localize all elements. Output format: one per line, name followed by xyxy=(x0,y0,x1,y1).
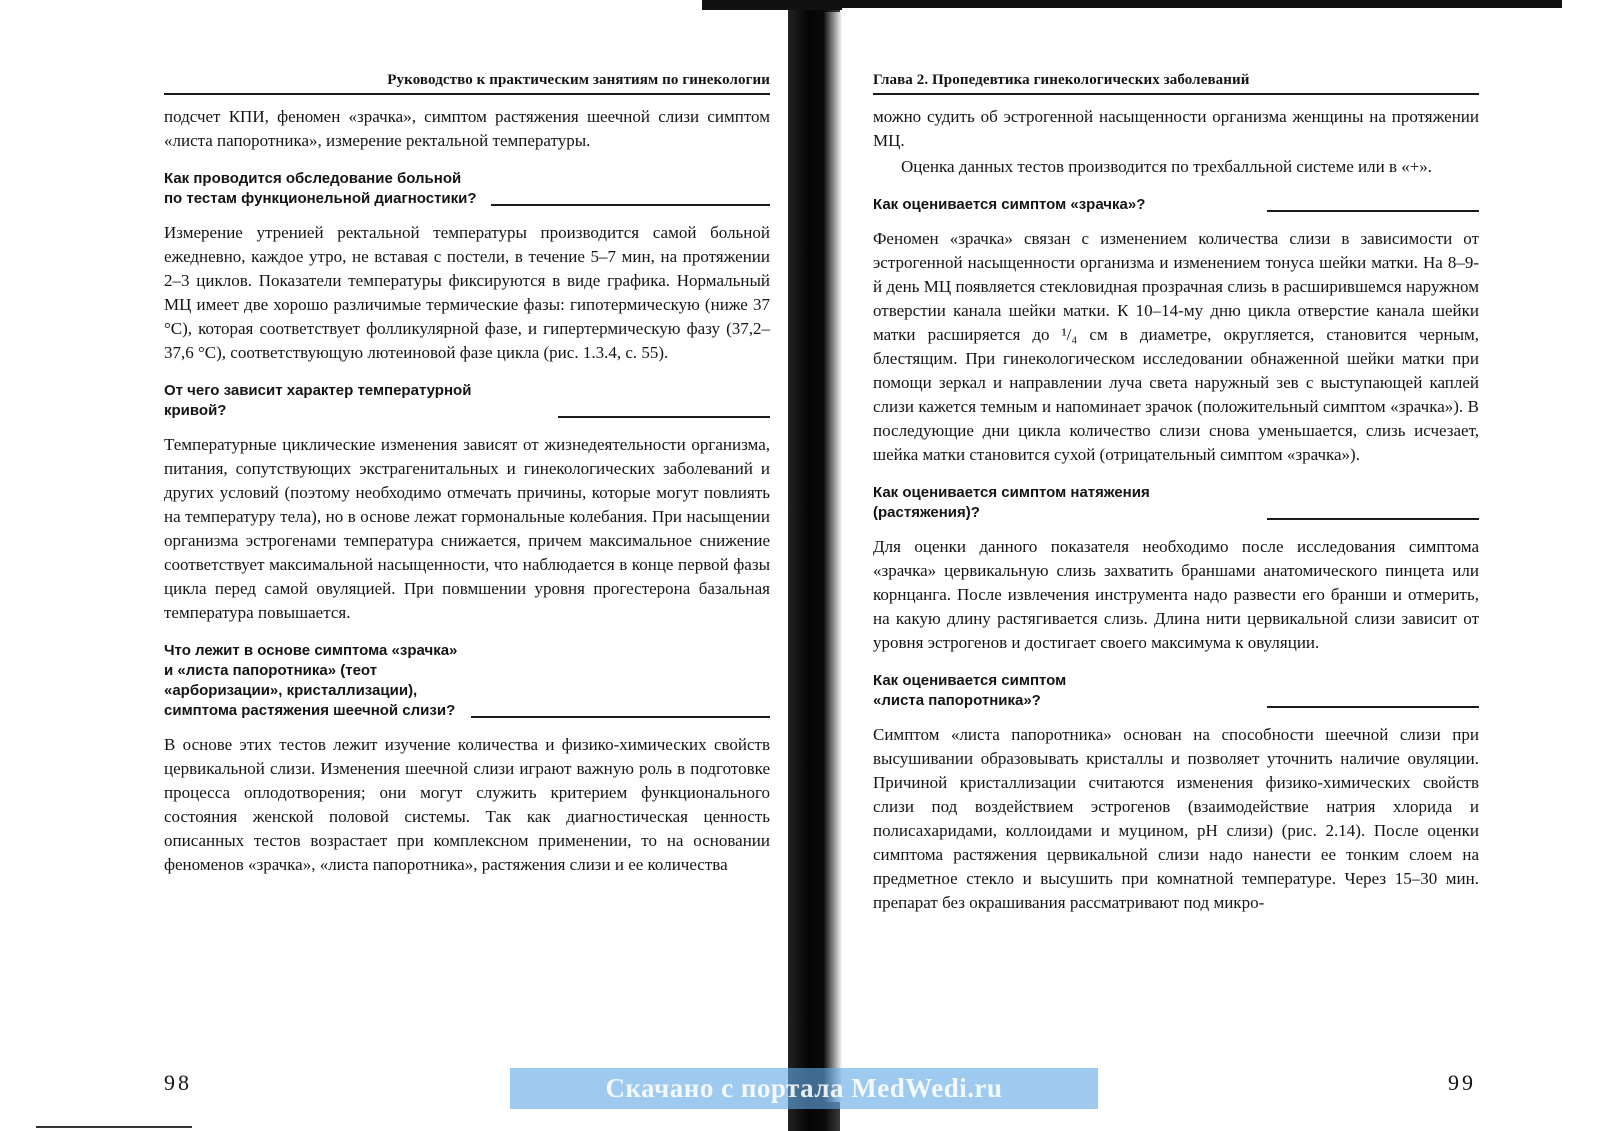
right-question-1 xyxy=(873,195,1479,215)
page-bottom-edge-mark xyxy=(36,1126,192,1128)
left-running-head: Руководство к практическим занятиям по гинекологии xyxy=(164,72,770,95)
left-page-number: 98 xyxy=(164,1070,192,1095)
question-heading: От чего зависит характер температурной кривой? xyxy=(164,382,472,419)
right-intro-paragraph: можно судить об эстрогенной насыщенности организма женщины на протяжении МЦ. xyxy=(873,107,1479,150)
right-page xyxy=(873,72,1479,931)
question-heading: Как оценивается симптом натяжения (растяжения)? xyxy=(873,484,1150,521)
right-question-2 xyxy=(873,483,1479,523)
right-answer-3: Симптом «листа папоротника» основан на способности шеечной слизи при высушивании образовывать кристаллы и позволяет уточнить наличие овуляции. Причиной кристаллизации считаются изменения физико-химических свойств слизи под воздействием эстрогенов (взаимодействие натрия хлорида и полисахаридами, коллоидами и муцином, pH слизи) (рис. 2.14). После оценки симптома растяжения цервикальной слизи надо нанести ее тонким слоем на предметное стекло и высушить при комнатной температуре. Через 15–30 мин. препарат без окрашивания рассматривают под микро- xyxy=(873,725,1479,912)
question-rule xyxy=(1267,518,1479,520)
question-rule xyxy=(491,204,770,206)
right-page-number: 99 xyxy=(1448,1070,1476,1095)
question-rule xyxy=(1267,210,1479,212)
question-rule xyxy=(471,716,770,718)
left-page xyxy=(164,72,770,893)
left-question-3 xyxy=(164,641,770,721)
right-intro-paragraph-2: Оценка данных тестов производится по трехбалльной системе или в «+». xyxy=(901,157,1433,176)
question-heading: Как проводится обследование больной по тестам функционельной диагностики? xyxy=(164,170,477,207)
left-answer-3: В основе этих тестов лежит изучение количества и физико-химических свойств цервикальной слизи. Изменения шеечной слизи играют важную роль в подготовке процесса оплодотворения; они могут служить критерием функционального состояния женской половой системы. Так как диагностическая ценность описанных тестов возрастает при комплексном применении, то на основании феноменов «зрачка», «листа папоротника», растяжения слизи и ее количества xyxy=(164,735,770,874)
left-answer-1: Измерение утренией ректальной температуры производится самой больной ежедневно, каждое утро, не вставая с постели, в течение 5–7 мин, на протяжении 2–3 циклов. Показатели температуры фиксируются в виде графика. Нормальный МЦ имеет две хорошо различимые термические фазы: гипотермическую (ниже 37 °С), которая соответствует фолликулярной фазе, и гипертермическую фазу (37,2–37,6 °С), соответствующую лютеиновой фазе цикла (рис. 1.3.4, с. 55). xyxy=(164,223,770,362)
gutter-fold-shadow xyxy=(824,12,842,1102)
right-running-head: Глава 2. Пропедевтика гинекологических заболеваний xyxy=(873,72,1479,95)
portal-watermark-banner: Скачано с портала MedWedi.ru xyxy=(510,1068,1098,1109)
page-top-edge-gap xyxy=(842,8,1562,14)
question-rule xyxy=(558,416,770,418)
question-heading: Как оценивается симптом «листа папоротника»? xyxy=(873,672,1067,709)
left-answer-2: Температурные циклические изменения зависят от жизнедеятельности организма, питания, сопутствующих экстрагенитальных и гинекологических заболеваний и других условий (поэтому необходимо отмечать причины, которые могут повлиять на температуру тела), но в основе лежат гормональные колебания. При насыщении организма эстрогенами температура снижается, причем максимальное снижение соответствует максимальной насыщенности, что наблюдается в конце первой фазы цикла перед самой овуляцией. При повмшении уровня прогестерона базальная температура повышается. xyxy=(164,435,770,622)
question-heading: Как оценивается симптом «зрачка»? xyxy=(873,196,1146,213)
right-answer-2: Для оценки данного показателя необходимо после исследования симптома «зрачка» цервикальную слизь захватить браншами анатомического пинцета или корнцанга. После извлечения инструмента надо развести его бранши и отмерить, на какую длину растягивается слизь. Длина нити цервикальной слизи зависит от уровня эстрогенов и достигает своего максимума к овуляции. xyxy=(873,537,1479,652)
right-question-3 xyxy=(873,671,1479,711)
question-heading: Что лежит в основе симптома «зрачка» и «листа папоротника» (теот «арборизации», кристаллизации), симптома растяжения шеечной слизи? xyxy=(164,642,458,719)
left-question-2 xyxy=(164,381,770,421)
question-rule xyxy=(1267,706,1479,708)
right-answer-1: Феномен «зрачка» связан с изменением количества слизи в зависимости от эстрогенной насыщенности организма и изменением тонуса шейки матки. На 8–9-й день МЦ появляется стекловидная прозрачная слизь в расширившемся наружном отверстии канала шейки матки. К 10–14-му дню цикла отверстие канала шейки матки расширяется до ¹/₄ см в диаметре, округляется, становится черным, блестящим. При гинекологическом исследовании обнаженной шейки матки при помощи зеркал и направлении луча света наружный зев с выступающей каплей слизи кажется темным и напоминает зрачок (положительный симптом «зрачка»). В последующие дни цикла количество слизи снова уменьшается, слизь исчезает, шейка матки становится сухой (отрицательный симптом «зрачка»). xyxy=(873,229,1479,464)
left-question-1 xyxy=(164,169,770,209)
left-intro-paragraph: подсчет КПИ, феномен «зрачка», симптом растяжения шеечной слизи симптом «листа папоротника», измерение ректальной температуры. xyxy=(164,107,770,150)
